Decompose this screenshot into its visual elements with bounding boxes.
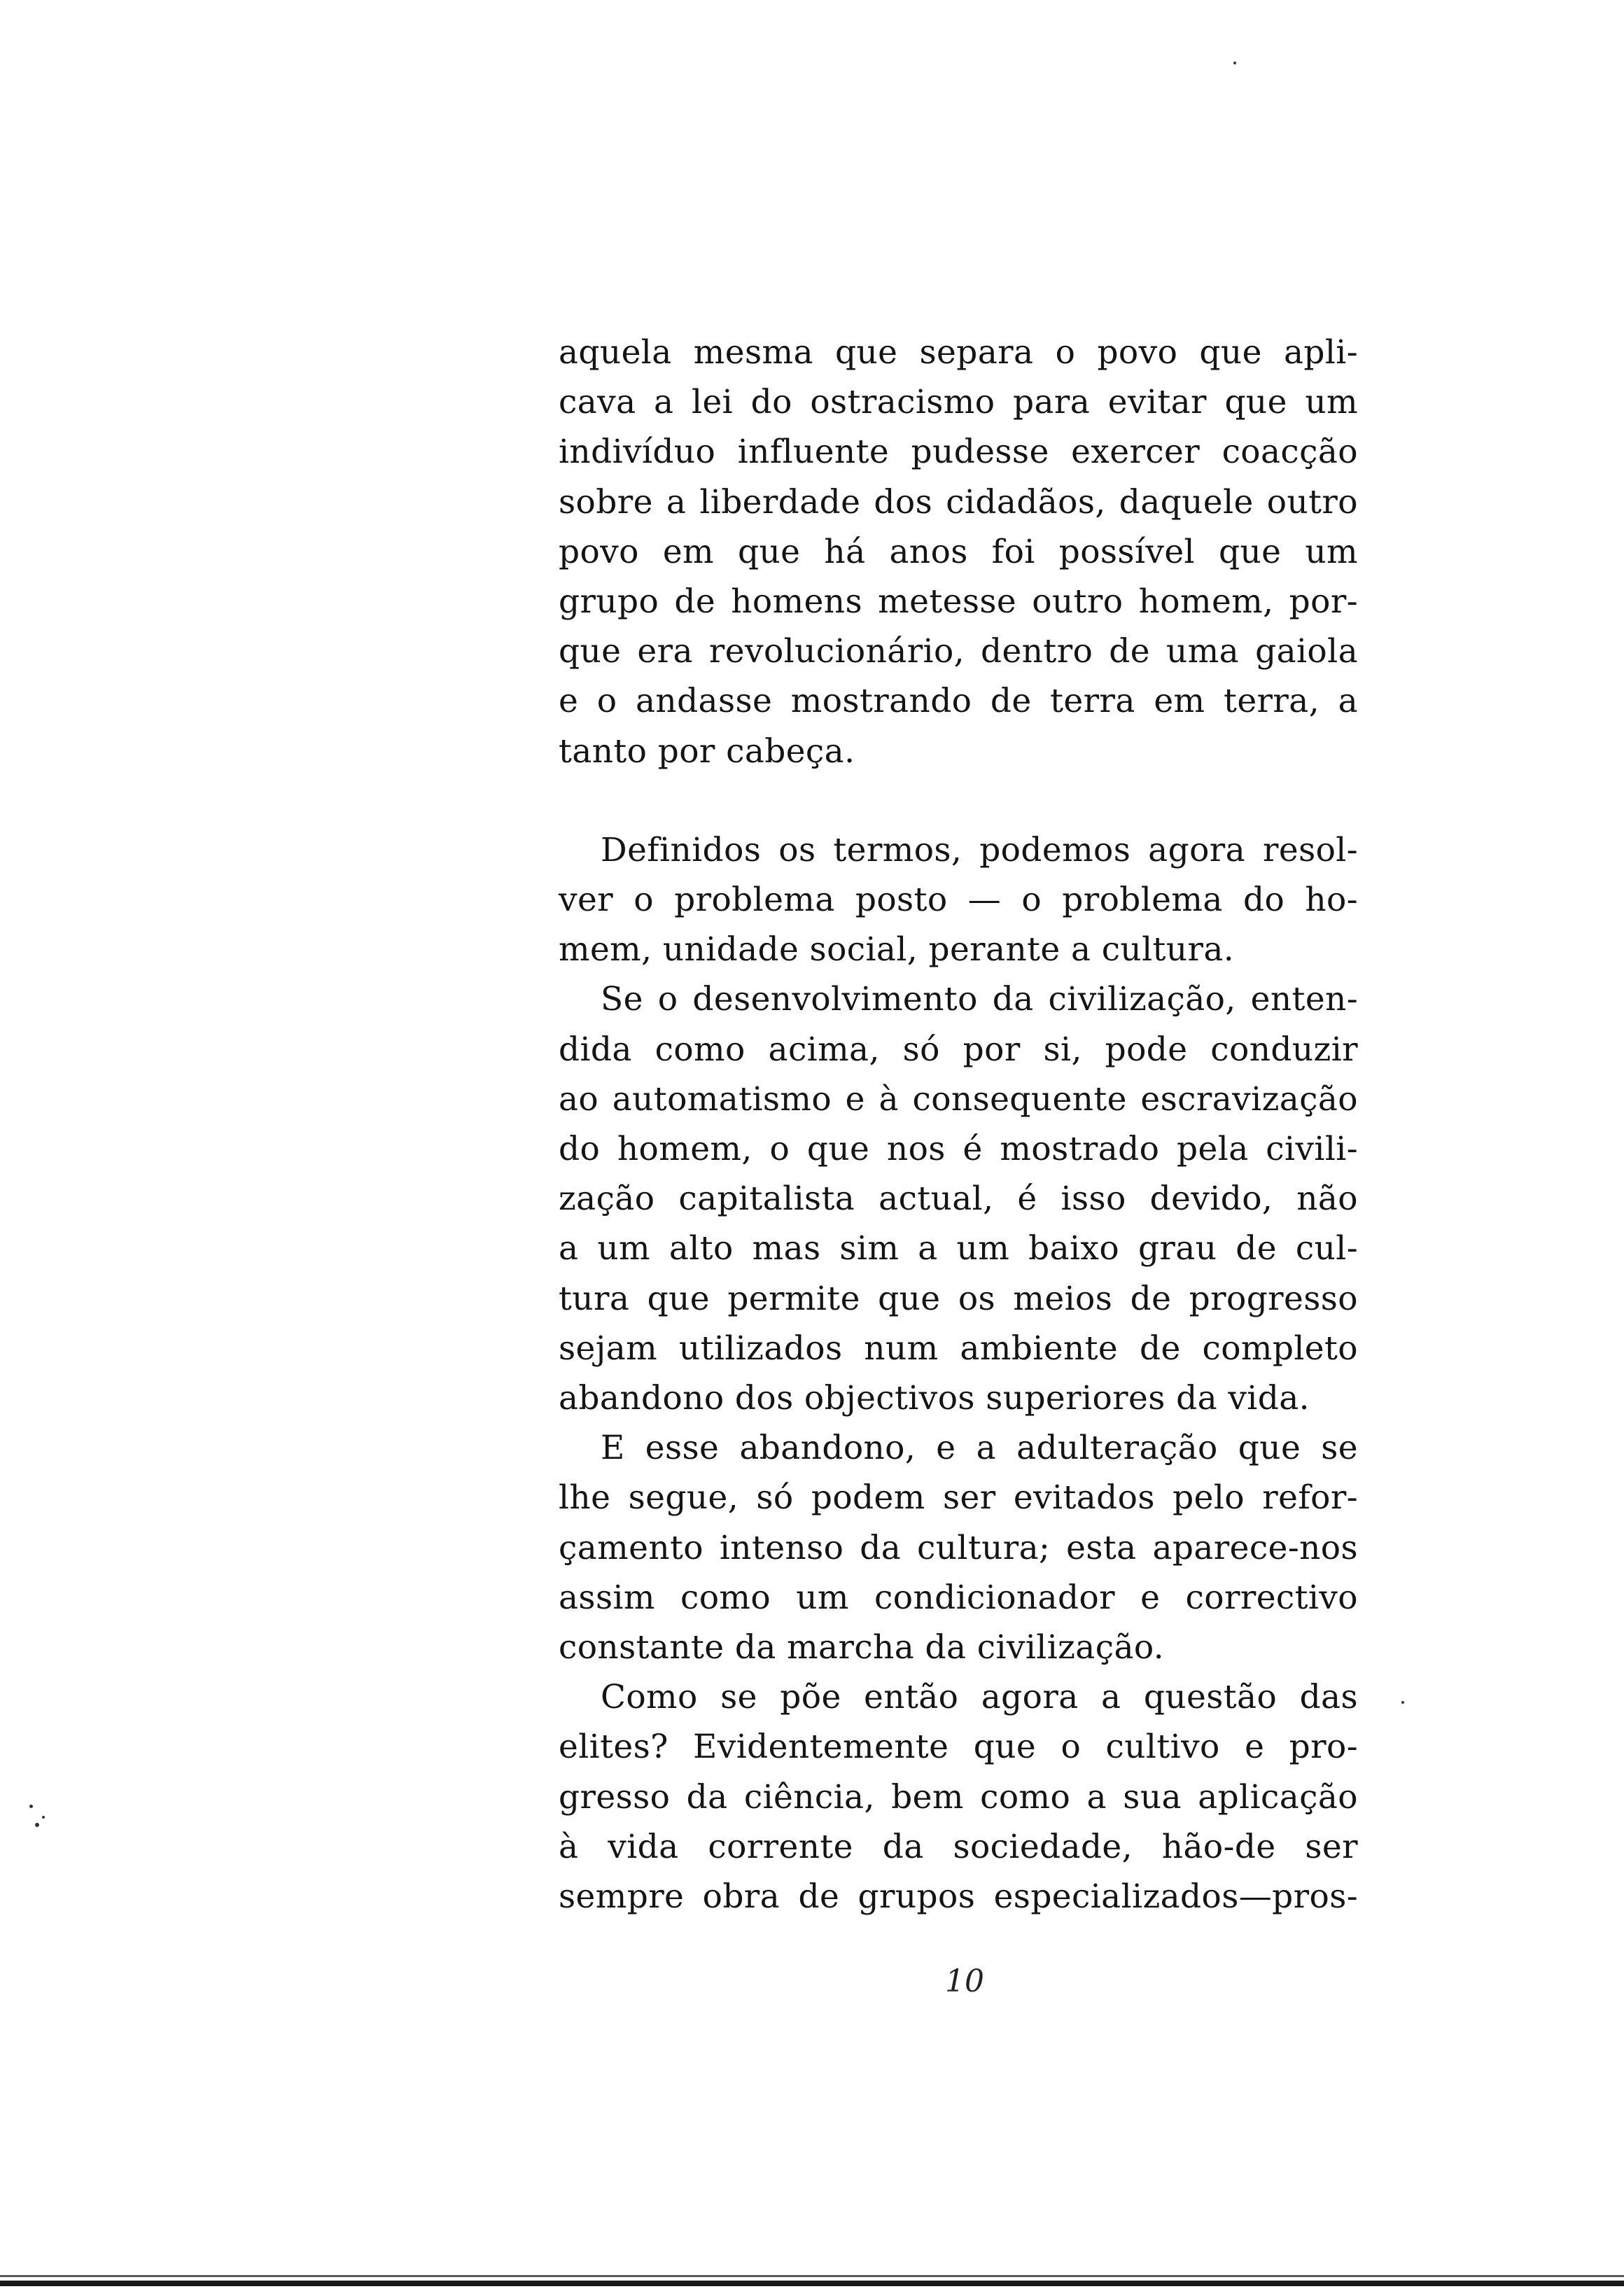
- text-line: e o andasse mostrando de terra em terra, a: [559, 682, 1358, 721]
- text-line: zação capitalista actual, é isso devido, não: [559, 1180, 1358, 1219]
- text-line: do homem, o que nos é mostrado pela civili-: [559, 1130, 1358, 1169]
- text-line: çamento intenso da cultura; esta aparece-nos: [559, 1528, 1358, 1567]
- text-line: cava a lei do ostracismo para evitar que um: [559, 383, 1358, 422]
- print-speck: [1233, 62, 1236, 64]
- text-line: Se o desenvolvimento da civilização, enten-: [601, 980, 1358, 1019]
- text-line: aquela mesma que separa o povo que apli-: [559, 333, 1358, 372]
- text-line: lhe segue, só podem ser evitados pelo refor-: [559, 1478, 1358, 1518]
- text-line: dida como acima, só por si, pode conduzir: [559, 1030, 1358, 1069]
- paragraph-5: [559, 1672, 1358, 1921]
- print-speck: [1401, 1701, 1404, 1704]
- text-line: constante da marcha da civilização.: [559, 1628, 1165, 1667]
- text-line: ver o problema posto — o problema do ho-: [559, 881, 1358, 920]
- text-line: a um alto mas sim a um baixo grau de cul-: [559, 1229, 1358, 1268]
- text-line: à vida corrente da sociedade, hão-de ser: [559, 1827, 1358, 1866]
- print-speck: [29, 1805, 33, 1808]
- text-line: gresso da ciência, bem como a sua aplicação: [559, 1777, 1358, 1816]
- paragraph-1: [559, 328, 1358, 776]
- paragraph-2: [559, 825, 1358, 975]
- text-line: elites? Evidentemente que o cultivo e pro-: [559, 1728, 1358, 1767]
- text-line: Definidos os termos, podemos agora resol-: [601, 830, 1358, 869]
- text-line: sejam utilizados num ambiente de completo: [559, 1329, 1358, 1368]
- text-line: tura que permite que os meios de progresso: [559, 1279, 1358, 1318]
- scan-edge: [0, 2275, 1624, 2277]
- print-speck: [35, 1823, 39, 1827]
- text-line: grupo de homens metesse outro homem, por-: [559, 582, 1358, 622]
- text-line: E esse abandono, e a adulteração que se: [601, 1429, 1358, 1468]
- section-gap: [559, 776, 1358, 825]
- text-line: abandono dos objectivos superiores da vida.: [559, 1379, 1310, 1418]
- text-line: que era revolucionário, dentro de uma gaiola: [559, 632, 1358, 671]
- text-line: assim como um condicionador e correctivo: [559, 1578, 1358, 1617]
- text-line: ao automatismo e à consequente escravização: [559, 1079, 1358, 1119]
- page-number: 10: [945, 1963, 984, 1999]
- text-line: sempre obra de grupos especializados—pros-: [559, 1877, 1358, 1917]
- scan-edge: [0, 2281, 1624, 2286]
- print-speck: [42, 1816, 45, 1819]
- text-line: tanto por cabeça.: [559, 732, 855, 771]
- text-line: sobre a liberdade dos cidadãos, daquele outro: [559, 482, 1358, 522]
- paragraph-4: [559, 1423, 1358, 1672]
- text-line: Como se põe então agora a questão das: [601, 1678, 1358, 1717]
- text-line: povo em que há anos foi possível que um: [559, 532, 1358, 571]
- body-text: [559, 328, 1358, 1921]
- text-line: indivíduo influente pudesse exercer coacção: [559, 433, 1358, 472]
- text-line: mem, unidade social, perante a cultura.: [559, 930, 1235, 969]
- paragraph-3: [559, 974, 1358, 1423]
